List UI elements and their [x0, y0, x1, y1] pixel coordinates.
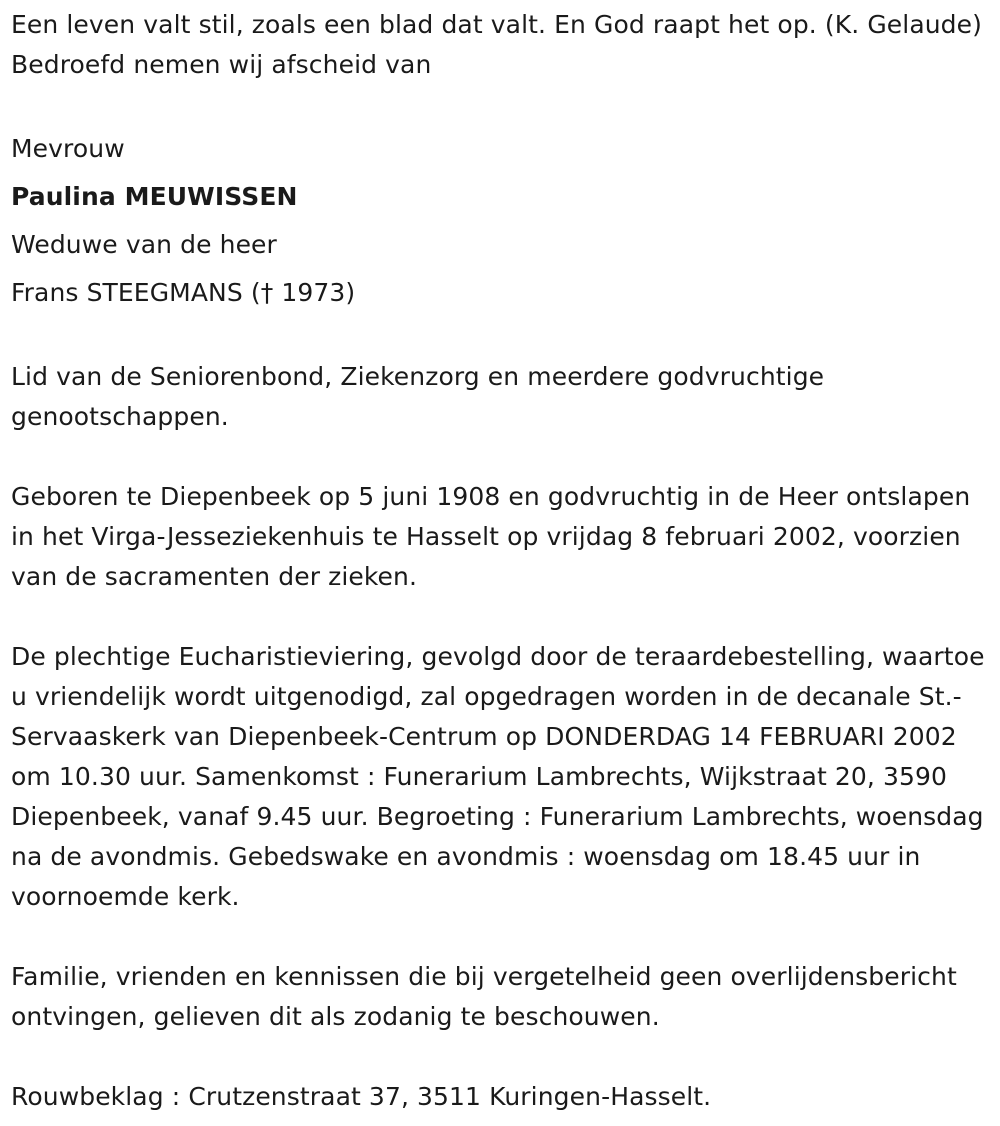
widow-line: Weduwe van de heer — [11, 230, 277, 259]
ceremony-paragraph: De plechtige Eucharistieviering, gevolgd door de teraardebestelling, waartoe u vriendelijk wordt uitgenodigd, zal opgedragen worden in de decanale St.-Servaaskerk van Diepenbeek-Centrum op DONDERDAG 14 FEBRUARI 2002 om 10.30 uur. Samenkomst : Funerarium Lambrechts, Wijkstraat 20, 3590 Diepenbeek, vanaf 9.45 uur. Begroeting : Funerarium Lambrechts, woensdag na de avondmis. Gebedswake en avondmis : woensdag om 18.45 uur in voornoemde kerk. — [11, 642, 985, 911]
salutation: Mevrouw — [11, 134, 125, 163]
deceased-name: Paulina MEUWISSEN — [11, 182, 298, 211]
birth-death-paragraph: Geboren te Diepenbeek op 5 juni 1908 en godvruchtig in de Heer ontslapen in het Virga-Jesseziekenhuis te Hasselt op vrijdag 8 februari 2002, voorzien van de sacramenten der zieken. — [11, 482, 971, 591]
membership-paragraph: Lid van de Seniorenbond, Ziekenzorg en meerdere godvruchtige genootschappen. — [11, 362, 825, 431]
obituary-notice — [11, 5, 996, 1117]
intro-paragraph: Een leven valt stil, zoals een blad dat valt. En God raapt het op. (K. Gelaude) Bedroefd nemen wij afscheid van — [11, 10, 982, 79]
family-note-paragraph: Familie, vrienden en kennissen die bij vergetelheid geen overlijdensbericht ontvingen, gelieven dit als zodanig te beschouwen. — [11, 962, 957, 1031]
condolence-address: Rouwbeklag : Crutzenstraat 37, 3511 Kuringen-Hasselt. — [11, 1082, 712, 1111]
spouse-line: Frans STEEGMANS († 1973) — [11, 278, 356, 307]
